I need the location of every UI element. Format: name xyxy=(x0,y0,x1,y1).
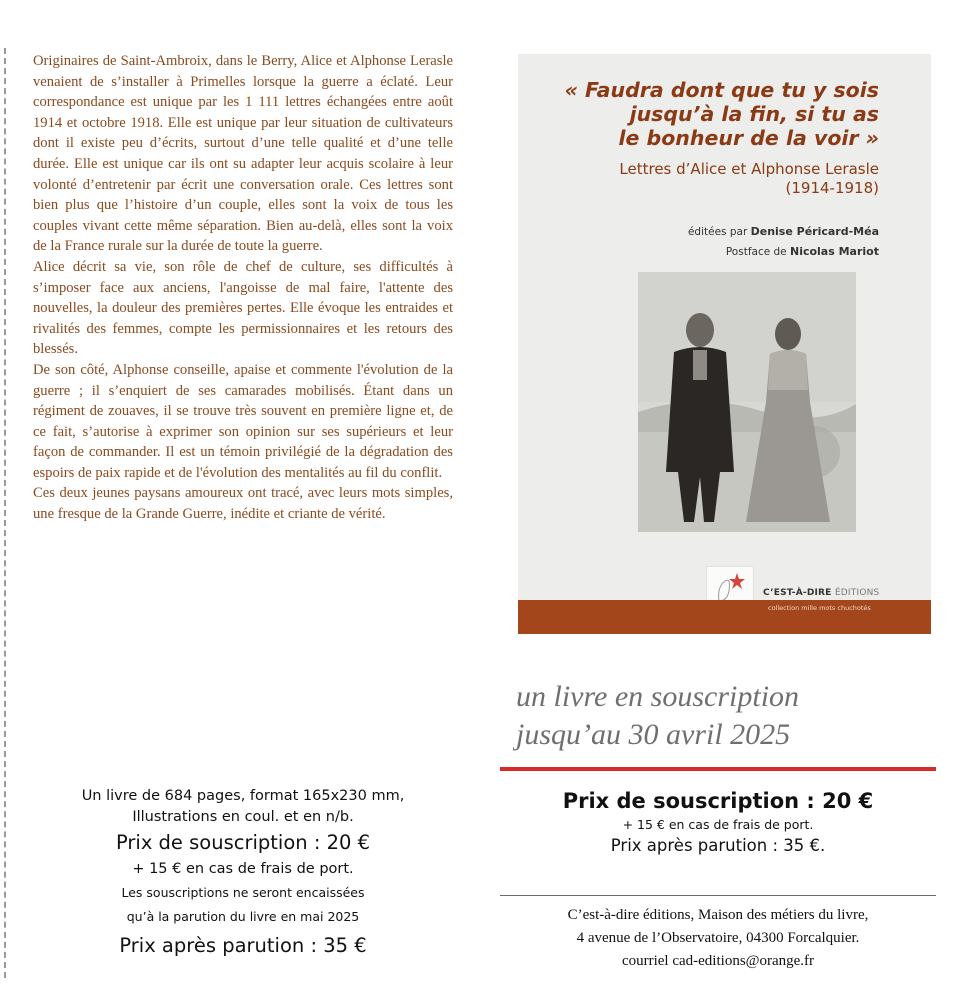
publisher-name-light: ÉDITIONS xyxy=(834,588,880,598)
price-block-left xyxy=(33,786,453,962)
cover-subtitle xyxy=(539,160,879,198)
cover-subtitle-line: Lettres d’Alice et Alphonse Lerasle xyxy=(619,160,879,178)
address-line: 4 avenue de l’Observatoire, 04300 Forcalquier. xyxy=(576,930,860,946)
gray-divider xyxy=(500,895,936,896)
price-block-right xyxy=(500,786,936,858)
publisher-name-bold: C’EST-À-DIRE xyxy=(763,588,832,598)
souscription-price: Prix de souscription : 20 € xyxy=(562,789,874,813)
shipping-cost: + 15 € en cas de frais de port. xyxy=(622,817,814,832)
postface-name: Nicolas Mariot xyxy=(789,245,879,258)
red-divider xyxy=(500,767,936,771)
left-dashed-rule xyxy=(4,48,7,978)
cover-title-line: « Faudra dont que tu y sois xyxy=(564,78,879,102)
book-description xyxy=(33,51,453,525)
email-contact: courriel cad-editions@orange.fr xyxy=(621,953,815,969)
couple-photograph xyxy=(638,272,856,532)
souscription-line: un livre en souscription xyxy=(516,680,800,713)
description-paragraph: Originaires de Saint-Ambroix, dans le Berry, Alice et Alphonse Lerasle venaient de s’installer à Primelles lorsque la guerre a éclaté. Leur correspondance est unique par les 1 111 lettres échangées entre août 1914 et octobre 1918. Elle est unique par leur situation de cultivateurs dont il existe peu d’écrits, surtout d’une telle qualité et d’une telle durée. Elle est unique car ils ont su adapter leur acquis scolaire à leur volonté d’entretenir par écrit une conversation orale. Ces lettres sont bien plus que l’histoire d’un couple, elles sont la voix de tous les couples vivant cette même séparation. Bien au-delà, elles sont la voix de la France rurale sur la durée de toute la guerre. xyxy=(33,53,453,255)
cover-bottom-band xyxy=(518,600,931,634)
address-line: C’est-à-dire éditions, Maison des métiers du livre, xyxy=(567,907,869,923)
cover-subtitle-line: (1914-1918) xyxy=(785,179,879,197)
payment-note: qu’à la parution du livre en mai 2025 xyxy=(126,909,360,924)
souscription-price: Prix de souscription : 20 € xyxy=(115,831,371,854)
shipping-cost: + 15 € en cas de frais de port. xyxy=(132,861,354,877)
postface-credit xyxy=(539,242,879,262)
cover-credits xyxy=(539,222,879,262)
book-illustrations: Illustrations en coul. et en n/b. xyxy=(132,809,354,825)
book-format: Un livre de 684 pages, format 165x230 mm, xyxy=(81,788,405,804)
description-paragraph: De son côté, Alphonse conseille, apaise et commente l'évolution de la guerre ; il s’enquiert de ses camarades mobilisés. Étant dans un régiment de zouaves, il se trouve très souvent en première ligne et, de ce fait, s’autorise à exprimer son opinion sur ses supérieurs et leur façon de commander. Il est un témoin privilégié de la dégradation des espoirs de paix rapide et de l'évolution des mentalités au fil du conflit. xyxy=(33,361,453,481)
couple-photo-illustration xyxy=(638,272,856,532)
souscription-heading xyxy=(516,678,936,754)
cover-title-line: le bonheur de la voir » xyxy=(618,126,879,150)
publisher-name xyxy=(763,588,879,598)
publisher-address xyxy=(500,904,936,973)
price-after-publication: Prix après parution : 35 €. xyxy=(610,836,826,855)
editor-credit xyxy=(539,222,879,242)
book-cover xyxy=(518,54,931,634)
description-paragraph: Alice décrit sa vie, son rôle de chef de culture, ses difficultés à s’imposer face aux anciens, l'angoisse de mal faire, l'attente des nouvelles, la douleur des premières pertes. Elle évoque les entraides et rivalités des femmes, compte les permissionnaires et les retours des blessés. xyxy=(33,258,453,358)
editor-name: Denise Péricard-Méa xyxy=(750,225,879,238)
postface-prefix: Postface de xyxy=(725,246,787,258)
cover-title-line: jusqu’à la fin, si tu as xyxy=(629,102,879,126)
payment-note: Les souscriptions ne seront encaissées xyxy=(121,885,365,900)
description-paragraph: Ces deux jeunes paysans amoureux ont tracé, avec leurs mots simples, une fresque de la Grande Guerre, inédite et criante de vérité. xyxy=(33,485,453,523)
cover-title xyxy=(539,78,879,150)
souscription-deadline: jusqu’au 30 avril 2025 xyxy=(516,718,791,751)
price-after-publication: Prix après parution : 35 € xyxy=(119,934,367,957)
editor-prefix: éditées par xyxy=(687,226,748,238)
collection-name: collection mille mots chuchotés xyxy=(768,604,871,612)
